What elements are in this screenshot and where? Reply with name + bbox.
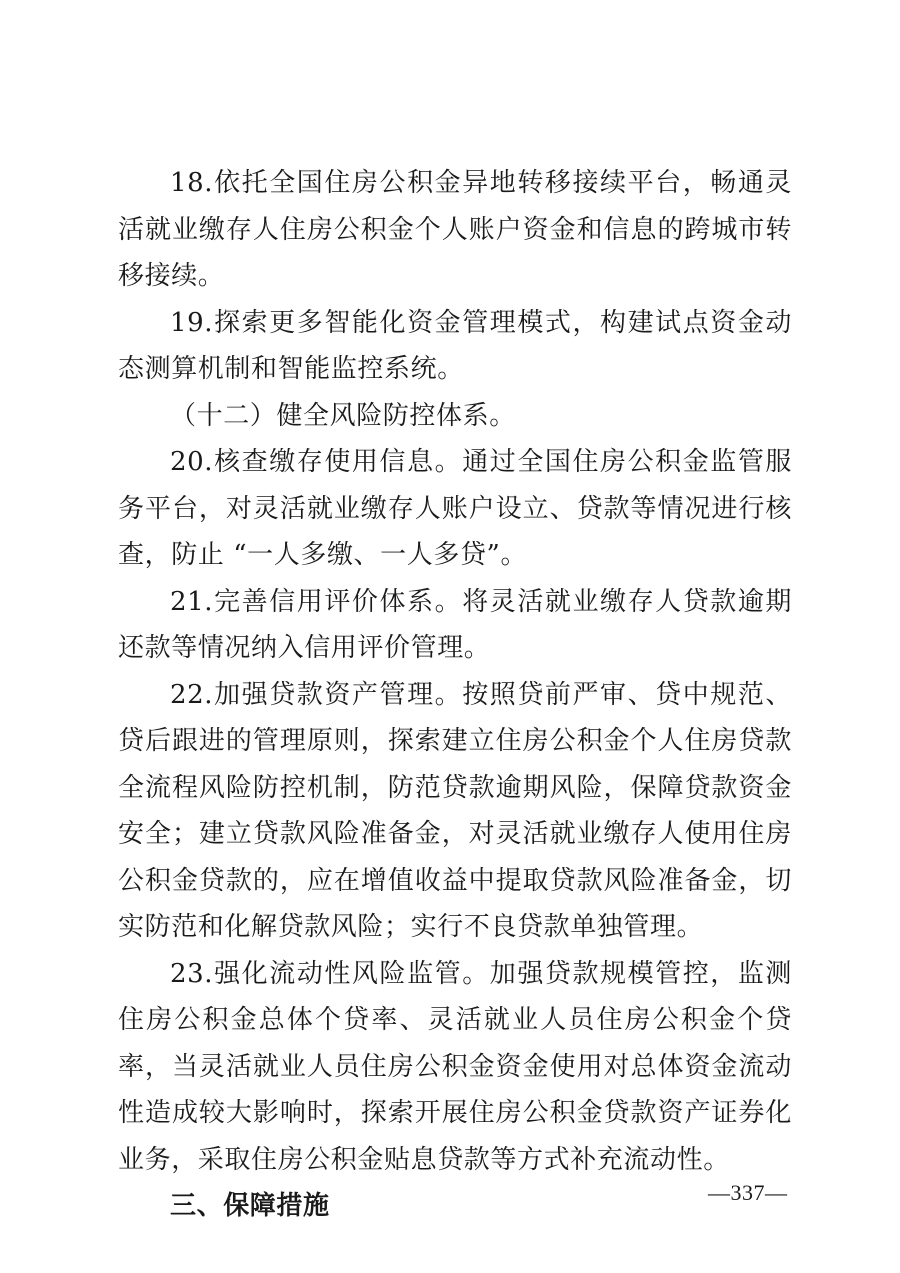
section-heading-12: （十二）健全风险防控体系。 xyxy=(170,400,516,431)
paragraph-item-22: 22.加强贷款资产管理。按照贷前严审、贷中规范、贷后跟进的管理原则，探索建立住房公积金个人住房贷款全流程风险防控机制，防范贷款逾期风险，保障贷款资金安全；建立贷款风险准备金，对灵活就业缴存人使用住房公积金贷款的，应在增值收益中提取贷款风险准备金，切实防范和化解贷款风险；实行不良贷款单独管理。 xyxy=(118,679,792,942)
page-number: —337— xyxy=(708,1180,788,1205)
paragraph-item-20: 20.核查缴存使用信息。通过全国住房公积金监管服务平台，对灵活就业缴存人账户设立、贷款等情况进行核查，防止 “一人多缴、一人多贷”。 xyxy=(118,447,792,570)
paragraph-item-23: 23.强化流动性风险监管。加强贷款规模管控，监测住房公积金总体个贷率、灵活就业人员住房公积金个贷率，当灵活就业人员住房公积金资金使用对总体资金流动性造成较大影响时，探索开展住房公积金贷款资产证券化业务，采取住房公积金贴息贷款等方式补充流动性。 xyxy=(118,958,792,1175)
chapter-heading-3: 三、保障措施 xyxy=(170,1191,330,1221)
document-body xyxy=(118,160,792,1230)
paragraph-item-18: 18.依托全国住房公积金异地转移接续平台，畅通灵活就业缴存人住房公积金个人账户资金和信息的跨城市转移接续。 xyxy=(118,168,792,291)
paragraph-item-21: 21.完善信用评价体系。将灵活就业缴存人贷款逾期还款等情况纳入信用评价管理。 xyxy=(118,586,792,663)
paragraph-item-19: 19.探索更多智能化资金管理模式，构建试点资金动态测算机制和智能监控系统。 xyxy=(118,307,792,384)
